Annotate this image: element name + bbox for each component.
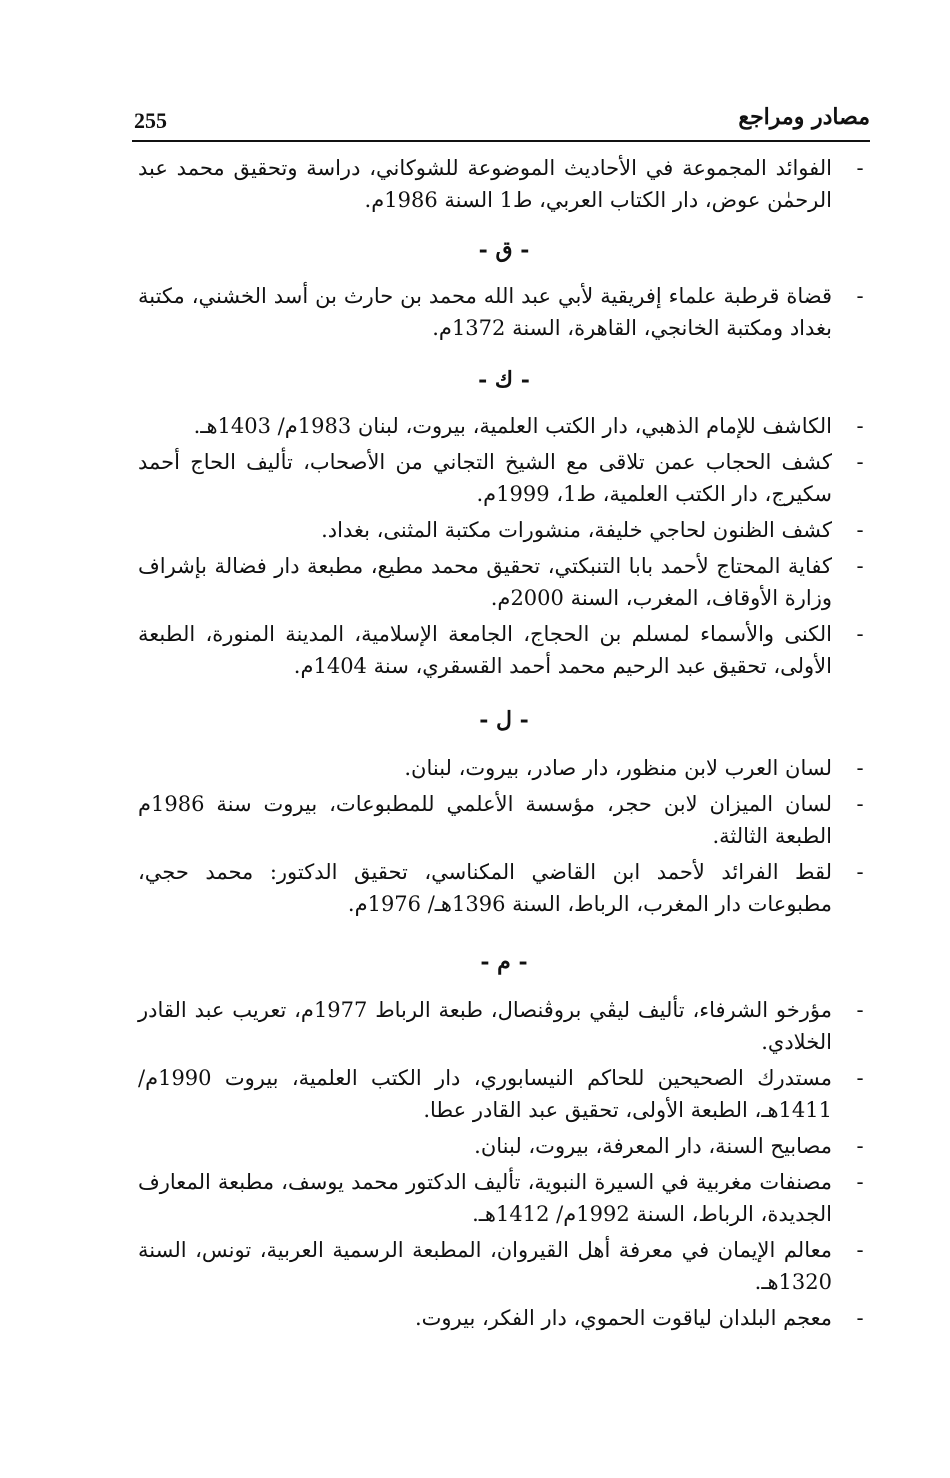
entry-text: الفوائد المجموعة في الأحاديث الموضوعة للشوكاني، دراسة وتحقيق محمد عبد الرحمٰن عوض، دار الكتاب العربي، ط1 السنة 1986م. [138, 156, 832, 212]
page-number: 255 [134, 108, 167, 133]
bullet-dash: - [856, 156, 864, 180]
bibliography-entry [138, 1302, 870, 1334]
bullet-dash: - [856, 518, 864, 542]
entry-text: معجم البلدان لياقوت الحموي، دار الفكر، بيروت. [414, 1306, 832, 1330]
running-title: مصادر ومراجع [738, 104, 870, 130]
entry-text: كفاية المحتاج لأحمد بابا التنبكتي، تحقيق محمد مطيع، مطبعة دار فضالة بإشراف وزارة الأوقاف، المغرب، السنة 2000م. [138, 554, 832, 610]
bibliography-entry [138, 856, 870, 920]
bibliography-entry [138, 788, 870, 852]
bibliography-entry [138, 752, 870, 784]
bullet-dash: - [856, 1066, 864, 1090]
bibliography-entry [138, 1166, 870, 1230]
entry-text: الكاشف للإمام الذهبي، دار الكتب العلمية، بيروت، لبنان 1983م/ 1403هـ. [193, 414, 832, 438]
entry-text: معالم الإيمان في معرفة أهل القيروان، المطبعة الرسمية العربية، تونس، السنة 1320هـ. [138, 1238, 832, 1294]
bibliography-list [138, 152, 870, 1338]
entry-text: الكنى والأسماء لمسلم بن الحجاج، الجامعة الإسلامية، المدينة المنورة، الطبعة الأولى، تحقيق عبد الرحيم محمد أحمد القسقري، سنة 1404م. [138, 622, 832, 678]
bullet-dash: - [856, 554, 864, 578]
entry-text: لسان العرب لابن منظور، دار صادر، بيروت، لبنان. [404, 756, 832, 780]
bibliography-entry [138, 550, 870, 614]
bibliography-entry [138, 1062, 870, 1126]
bibliography-entry [138, 410, 870, 442]
bullet-dash: - [856, 1238, 864, 1262]
bibliography-entry [138, 994, 870, 1058]
entry-text: مصابيح السنة، دار المعرفة، بيروت، لبنان. [474, 1134, 832, 1158]
bibliography-entry [138, 152, 870, 216]
entry-text: مصنفات مغربية في السيرة النبوية، تأليف الدكتور محمد يوسف، مطبعة المعارف الجديدة، الرباط، السنة 1992م/ 1412هـ. [138, 1170, 832, 1226]
entry-text: لسان الميزان لابن حجر، مؤسسة الأعلمي للمطبوعات، بيروت سنة 1986م الطبعة الثالثة. [138, 792, 832, 848]
entry-text: مستدرك الصحيحين للحاكم النيسابوري، دار الكتب العلمية، بيروت 1990م/ 1411هـ، الطبعة الأولى، تحقيق عبد القادر عطا. [138, 1066, 832, 1122]
section-heading-qaf: - ق - [478, 237, 530, 263]
bullet-dash: - [856, 284, 864, 308]
bullet-dash: - [856, 450, 864, 474]
bibliography-entry [138, 446, 870, 510]
bullet-dash: - [856, 622, 864, 646]
bibliography-entry [138, 1234, 870, 1298]
entry-text: قضاة قرطبة علماء إفريقية لأبي عبد الله محمد بن حارث بن أسد الخشني، مكتبة بغداد ومكتبة الخانجي، القاهرة، السنة 1372م. [138, 284, 832, 340]
section-heading-lam: - ل - [479, 707, 529, 733]
bullet-dash: - [856, 792, 864, 816]
section-heading-kaf: - ك - [478, 367, 530, 393]
bullet-dash: - [856, 1170, 864, 1194]
page-header [132, 100, 870, 142]
bullet-dash: - [856, 860, 864, 884]
bibliography-entry [138, 1130, 870, 1162]
bibliography-entry [138, 618, 870, 682]
section-heading-mim: - م - [480, 949, 528, 975]
entry-text: لقط الفرائد لأحمد ابن القاضي المكناسي، تحقيق الدكتور: محمد حجي، مطبوعات دار المغرب، الرباط، السنة 1396هـ/ 1976م. [138, 860, 832, 916]
bullet-dash: - [856, 1134, 864, 1158]
bullet-dash: - [856, 1306, 864, 1330]
entry-text: كشف الحجاب عمن تلاقى مع الشيخ التجاني من الأصحاب، تأليف الحاج أحمد سكيرج، دار الكتب العلمية، ط1، 1999م. [138, 450, 832, 506]
bibliography-entry [138, 514, 870, 546]
entry-text: مؤرخو الشرفاء، تأليف ليڤي بروڤنصال، طبعة الرباط 1977م، تعريب عبد القادر الخلادي. [138, 998, 832, 1054]
bibliography-entry [138, 280, 870, 344]
bullet-dash: - [856, 414, 864, 438]
entry-text: كشف الظنون لحاجي خليفة، منشورات مكتبة المثنى، بغداد. [321, 518, 832, 542]
bullet-dash: - [856, 998, 864, 1022]
bullet-dash: - [856, 756, 864, 780]
